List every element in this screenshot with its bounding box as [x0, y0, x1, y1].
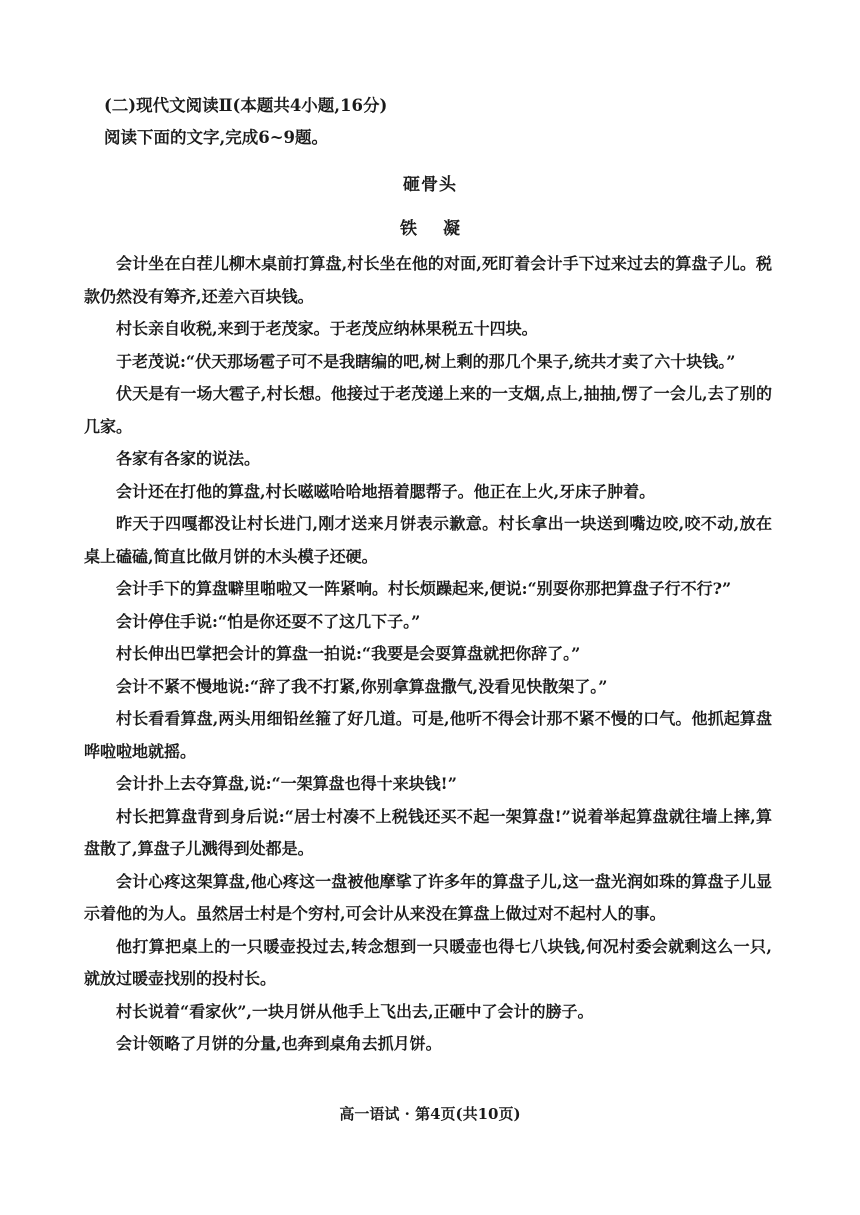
- paragraph: 村长看看算盘,两头用细铅丝箍了好几道。可是,他听不得会计那不紧不慢的口气。他抓起算盘哗啦啦地就摇。: [84, 709, 772, 761]
- paragraph: 会计手下的算盘噼里啪啦又一阵紧响。村长烦躁起来,便说:“别耍你那把算盘子行不行?”: [116, 579, 732, 598]
- paragraph: 会计扑上去夺算盘,说:“一架算盘也得十来块钱!”: [116, 774, 457, 793]
- article-author: 铁 凝: [400, 219, 470, 239]
- paragraph: 会计停住手说:“怕是你还耍不了这几下子。”: [116, 611, 421, 631]
- paragraph: 会计还在打他的算盘,村长嗞嗞哈哈地捂着腮帮子。他正在上火,牙床子肿着。: [116, 481, 656, 501]
- paragraph: 于老茂说:“伏天那场雹子可不是我瞎编的吧,树上剩的那几个果子,统共才卖了六十块钱。”: [116, 351, 736, 371]
- article-title: 砸骨头: [403, 175, 457, 195]
- paragraph: 会计领略了月饼的分量,也奔到桌角去抓月饼。: [116, 1034, 442, 1053]
- paragraph: 他打算把桌上的一只暖壶投过去,转念想到一只暖壶也得七八块钱,何况村委会就剩这么一只,就放过暖壶找别的投村长。: [84, 936, 772, 988]
- paragraph: 昨天于四嘎都没让村长进门,刚才送来月饼表示歉意。村长拿出一块送到嘴边咬,咬不动,放在桌上磕磕,简直比做月饼的木头模子还硬。: [84, 514, 772, 566]
- paragraph: 会计不紧不慢地说:“辞了我不打紧,你别拿算盘撒气,没看见快散架了。”: [116, 676, 608, 696]
- page-footer: 高一语试 · 第4页(共10页): [339, 1105, 521, 1123]
- paragraph: 村长亲自收税,来到于老茂家。于老茂应纳林果税五十四块。: [116, 319, 538, 338]
- article-body: [84, 248, 772, 1061]
- section-instruction: 阅读下面的文字,完成6~9题。: [104, 128, 329, 147]
- paragraph: 村长说着“看家伙”,一块月饼从他手上飞出去,正砸中了会计的膀子。: [116, 1001, 594, 1021]
- paragraph: 伏天是有一场大雹子,村长想。他接过于老茂递上来的一支烟,点上,抽抽,愣了一会儿,去了别的几家。: [84, 384, 772, 436]
- paragraph: 各家有各家的说法。: [116, 449, 261, 468]
- paragraph: 村长把算盘背到身后说:“居士村凑不上税钱还买不起一架算盘!”说着举起算盘就往墙上摔,算盘散了,算盘子儿溅得到处都是。: [84, 806, 772, 858]
- section-heading: (二)现代文阅读Ⅱ(本题共4小题,16分): [104, 96, 388, 115]
- paragraph: 村长伸出巴掌把会计的算盘一拍说:“我要是会耍算盘就把你辞了。”: [116, 644, 581, 663]
- paragraph: 会计坐在白茬儿柳木桌前打算盘,村长坐在他的对面,死盯着会计手下过来过去的算盘子儿。税款仍然没有筹齐,还差六百块钱。: [84, 254, 772, 306]
- paragraph: 会计心疼这架算盘,他心疼这一盘被他摩挲了许多年的算盘子儿,这一盘光润如珠的算盘子儿显示着他的为人。虽然居士村是个穷村,可会计从来没在算盘上做过对不起村人的事。: [84, 871, 772, 923]
